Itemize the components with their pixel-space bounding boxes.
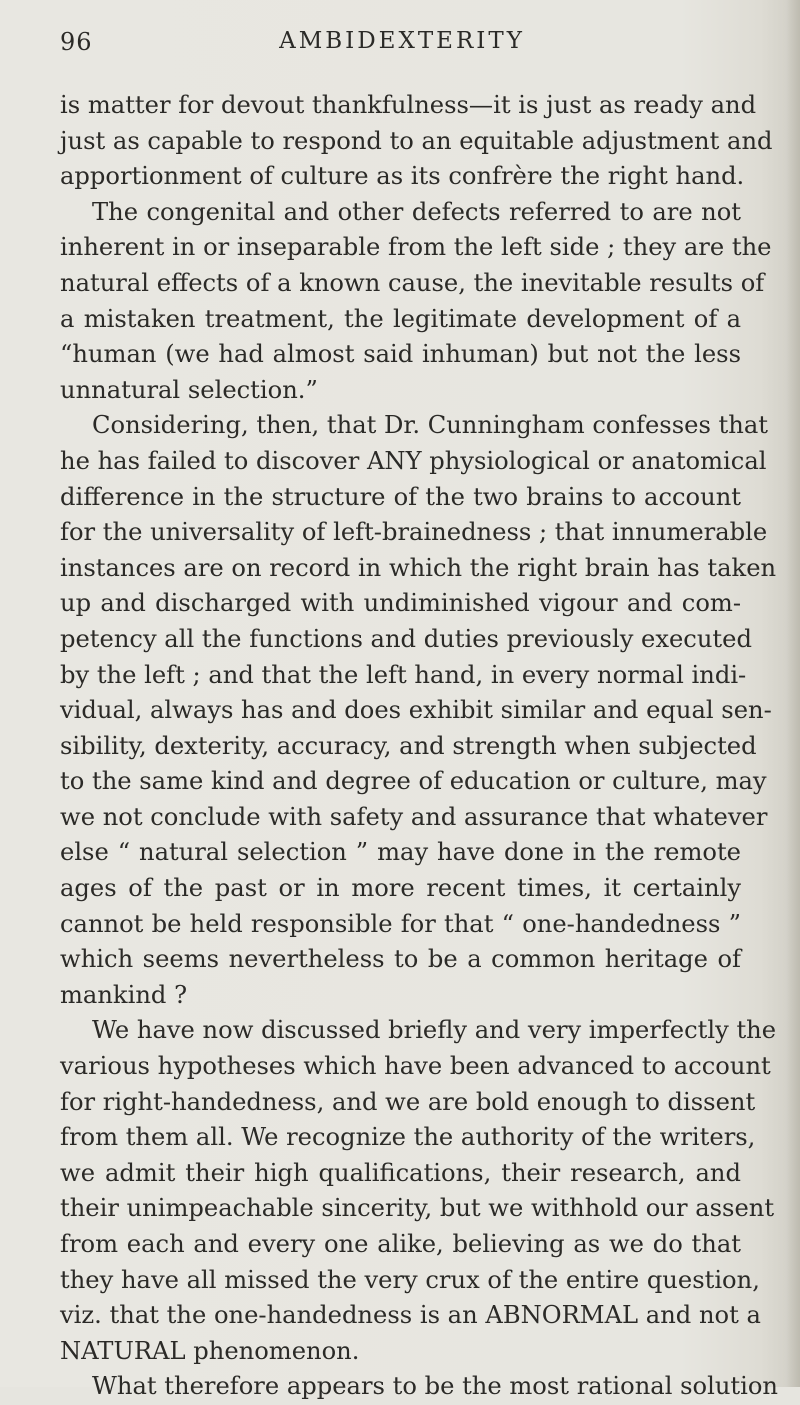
text-line: instances are on record in which the right brain has taken <box>60 553 777 582</box>
text-line: ages of the past or in more recent times, it certainly <box>60 874 741 903</box>
text-line: from each and every one alike, believing as we do that <box>60 1230 741 1258</box>
text-line: various hypotheses which have been advanced to account <box>60 1052 771 1081</box>
page-edge-shadow <box>786 0 800 1387</box>
text-line: cannot be held responsible for that “ one-handedness ” <box>60 909 741 938</box>
text-line: vidual, always has and does exhibit similar and equal sen- <box>60 696 772 725</box>
text-line: to the same kind and degree of education or culture, may <box>60 767 767 796</box>
page-number: 96 <box>60 28 93 56</box>
text-line: we admit their high qualifications, their research, and <box>60 1158 741 1187</box>
text-line: natural effects of a known cause, the inevitable results of <box>60 268 765 297</box>
text-line: We have now discussed briefly and very imperfectly the <box>92 1016 777 1045</box>
text-line: is matter for devout thankfulness—it is just as ready and <box>60 91 757 119</box>
text-line: Considering, then, that Dr. Cunningham confesses that <box>92 411 768 440</box>
text-line: from them all. We recognize the authority of the writers, <box>60 1123 756 1152</box>
text-line: viz. that the one-handedness is an ABNORMAL and not a <box>60 1301 761 1330</box>
running-title: AMBIDEXTERITY <box>279 28 525 54</box>
text-line: unnatural selection.” <box>60 375 318 404</box>
text-line: he has failed to discover ANY physiological or anatomical <box>60 446 767 475</box>
text-line: a mistaken treatment, the legitimate development of a <box>60 304 741 333</box>
text-line: difference in the structure of the two brains to account <box>60 482 741 511</box>
text-line: What therefore appears to be the most rational solution <box>92 1372 779 1401</box>
text-line: by the left ; and that the left hand, in every normal indi- <box>60 660 747 689</box>
text-line: just as capable to respond to an equitable adjustment and <box>60 126 773 155</box>
text-line: mankind ? <box>60 980 188 1009</box>
text-line: which seems nevertheless to be a common heritage of <box>60 945 741 974</box>
page-header <box>60 28 744 68</box>
text-line: sibility, dexterity, accuracy, and strength when subjected <box>60 731 757 760</box>
text-line: NATURAL phenomenon. <box>60 1336 360 1365</box>
text-line: The congenital and other defects referred to are not <box>92 197 741 226</box>
body-text <box>60 88 779 1405</box>
text-line: their unimpeachable sincerity, but we withhold our assent <box>60 1194 775 1223</box>
text-line: up and discharged with undiminished vigour and com- <box>60 589 741 618</box>
text-line: “human (we had almost said inhuman) but not the less <box>60 340 741 369</box>
text-line: inherent in or inseparable from the left side ; they are the <box>60 233 772 262</box>
text-line: we not conclude with safety and assurance that whatever <box>60 802 768 831</box>
text-line: petency all the functions and duties previously executed <box>60 624 752 653</box>
text-line: apportionment of culture as its confrère the right hand. <box>60 162 745 191</box>
text-line: else “ natural selection ” may have done in the remote <box>60 838 741 867</box>
text-line: for right-handedness, and we are bold enough to dissent <box>60 1087 756 1116</box>
text-line: they have all missed the very crux of the entire question, <box>60 1265 760 1294</box>
text-line: for the universality of left-brainedness ; that innumerable <box>60 518 768 547</box>
